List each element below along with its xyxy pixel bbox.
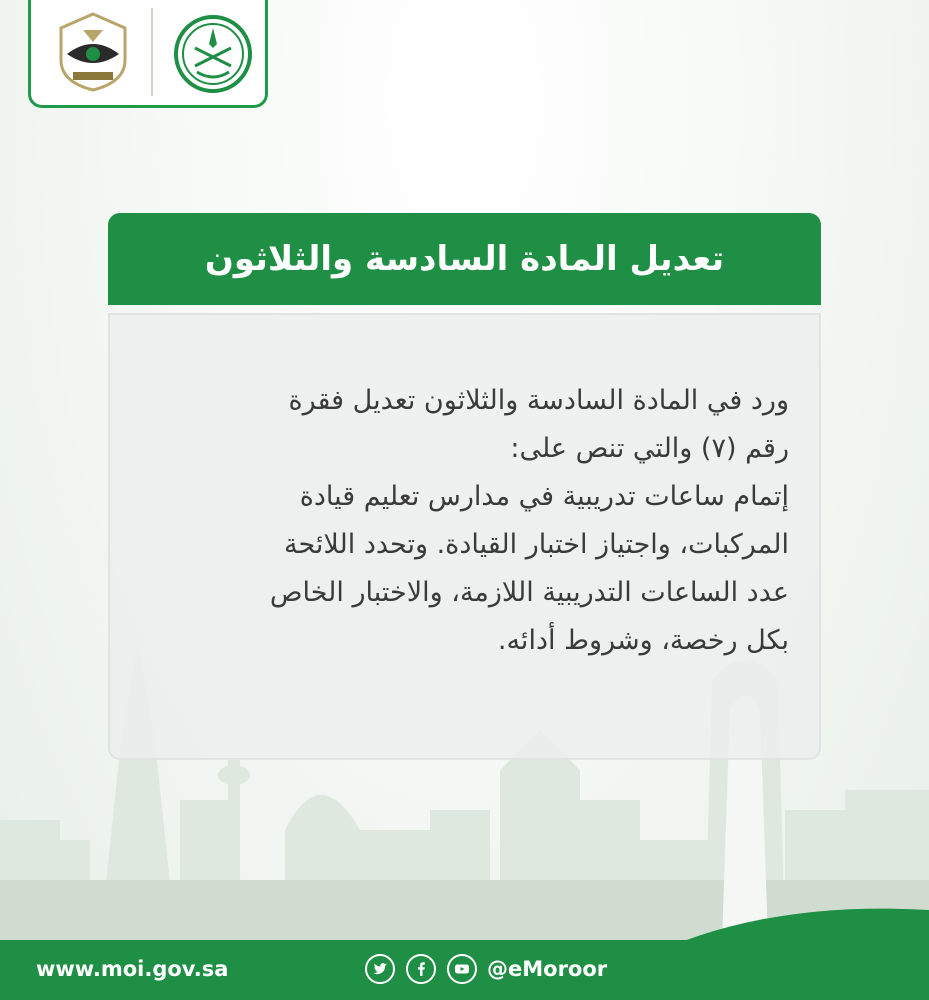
- card-line: عدد الساعات التدريبية اللازمة، والاختبار الخاص: [269, 577, 789, 608]
- card-line: ورد في المادة السادسة والثلاثون تعديل فقرة: [288, 385, 789, 416]
- youtube-icon[interactable]: [447, 954, 477, 984]
- ministry-of-interior-emblem-icon: [173, 14, 253, 94]
- card-title: تعديل المادة السادسة والثلاثون: [204, 239, 725, 279]
- card-line: رقم (٧) والتي تنص على:: [510, 433, 789, 464]
- twitter-icon[interactable]: [365, 954, 395, 984]
- card-paragraph: [139, 377, 789, 665]
- facebook-icon[interactable]: [406, 954, 436, 984]
- card-body: [108, 313, 821, 760]
- card-line: بكل رخصة، وشروط أدائه.: [497, 625, 789, 656]
- traffic-department-emblem-icon: [53, 10, 133, 94]
- card-header: [108, 213, 821, 305]
- card-line: المركبات، واجتياز اختبار القيادة. وتحدد اللائحة: [284, 529, 789, 560]
- website-link[interactable]: www.moi.gov.sa: [36, 957, 229, 981]
- logo-header: [28, 0, 268, 108]
- social-handle[interactable]: @eMoroor: [487, 957, 608, 981]
- card-line: إتمام ساعات تدريبية في مدارس تعليم قيادة: [299, 481, 789, 512]
- logo-divider: [151, 8, 153, 96]
